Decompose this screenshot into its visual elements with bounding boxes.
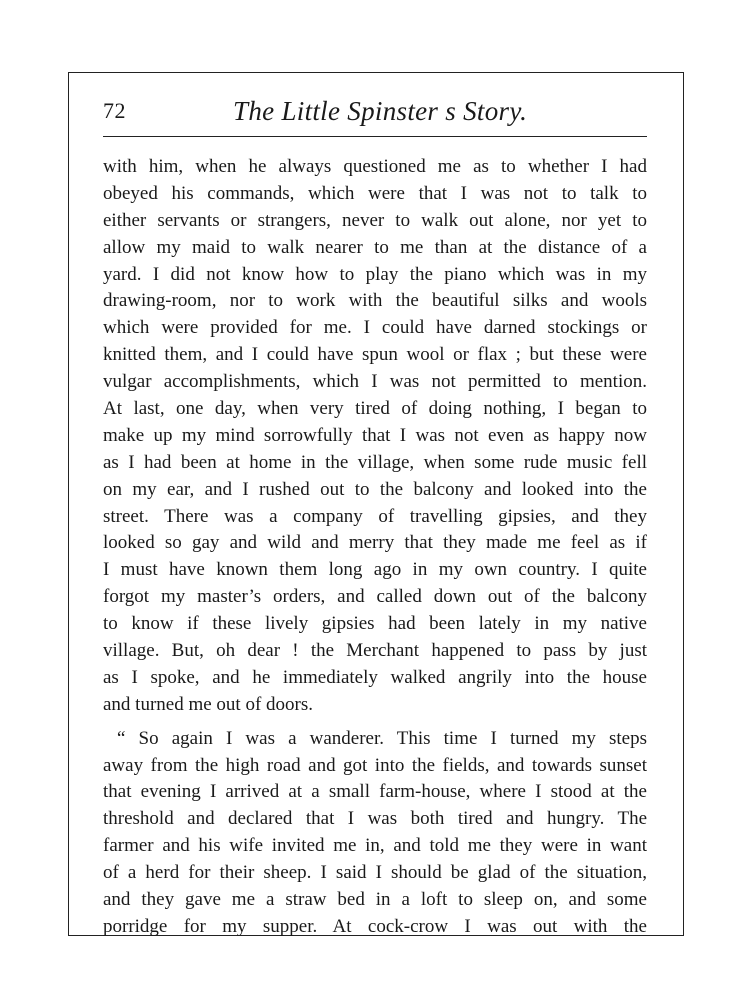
text-line: on my ear, and I rushed out to the balcony and looked into the — [103, 478, 647, 500]
text-line: obeyed his commands, which were that I was not to talk to — [103, 182, 647, 204]
text-line: forgot my master’s orders, and called down out of the balcony — [103, 586, 647, 608]
text-line: knitted them, and I could have spun wool or flax ; but these were — [103, 344, 647, 366]
text-line: and turned me out of doors. — [103, 693, 314, 715]
paragraph-1 — [103, 154, 647, 719]
text-line: vulgar accomplishments, which I was not permitted to mention. — [103, 371, 647, 393]
text-line: which were provided for me. I could have darned stockings or — [103, 317, 647, 339]
text-line: village. But, oh dear ! the Merchant happened to pass by just — [103, 640, 647, 662]
text-line: as I spoke, and he immediately walked angrily into the house — [103, 666, 647, 688]
header-rule — [103, 136, 647, 137]
text-line: of a herd for their sheep. I said I should be glad of the situation, — [103, 862, 647, 884]
running-head — [103, 96, 647, 132]
text-line: and they gave me a straw bed in a loft to sleep on, and some — [103, 889, 647, 911]
body-text — [103, 154, 647, 941]
text-line: either servants or strangers, never to walk out alone, nor yet to — [103, 209, 647, 231]
text-line: drawing-room, nor to work with the beautiful silks and wools — [103, 290, 647, 312]
paragraph-2 — [103, 726, 647, 941]
text-line: allow my maid to walk nearer to me than at the distance of a — [103, 236, 647, 258]
page-number: 72 — [103, 98, 126, 123]
text-line: away from the high road and got into the fields, and towards sunset — [103, 754, 647, 776]
book-title: The Little Spinster s Story. — [233, 96, 528, 126]
text-line: yard. I did not know how to play the piano which was in my — [103, 263, 647, 285]
text-line: farmer and his wife invited me in, and told me they were in want — [103, 835, 647, 857]
text-line: At last, one day, when very tired of doing nothing, I began to — [103, 398, 647, 420]
text-line: with him, when he always questioned me as to whether I had — [103, 156, 647, 177]
text-line: “ So again I was a wanderer. This time I turned my steps — [117, 727, 647, 749]
text-line: looked so gay and wild and merry that they made me feel as if — [103, 532, 647, 554]
text-line: porridge for my supper. At cock-crow I was out with the — [103, 915, 647, 937]
text-line: I must have known them long ago in my own country. I quite — [103, 559, 647, 581]
text-line: as I had been at home in the village, when some rude music fell — [103, 451, 647, 473]
text-line: to know if these lively gipsies had been lately in my native — [103, 613, 647, 635]
text-line: street. There was a company of travelling gipsies, and they — [103, 505, 647, 527]
paragraph-gap — [103, 719, 647, 726]
text-line: make up my mind sorrowfully that I was not even as happy now — [103, 424, 647, 446]
text-line: threshold and declared that I was both tired and hungry. The — [103, 808, 647, 830]
text-line: that evening I arrived at a small farm-house, where I stood at the — [103, 781, 647, 803]
